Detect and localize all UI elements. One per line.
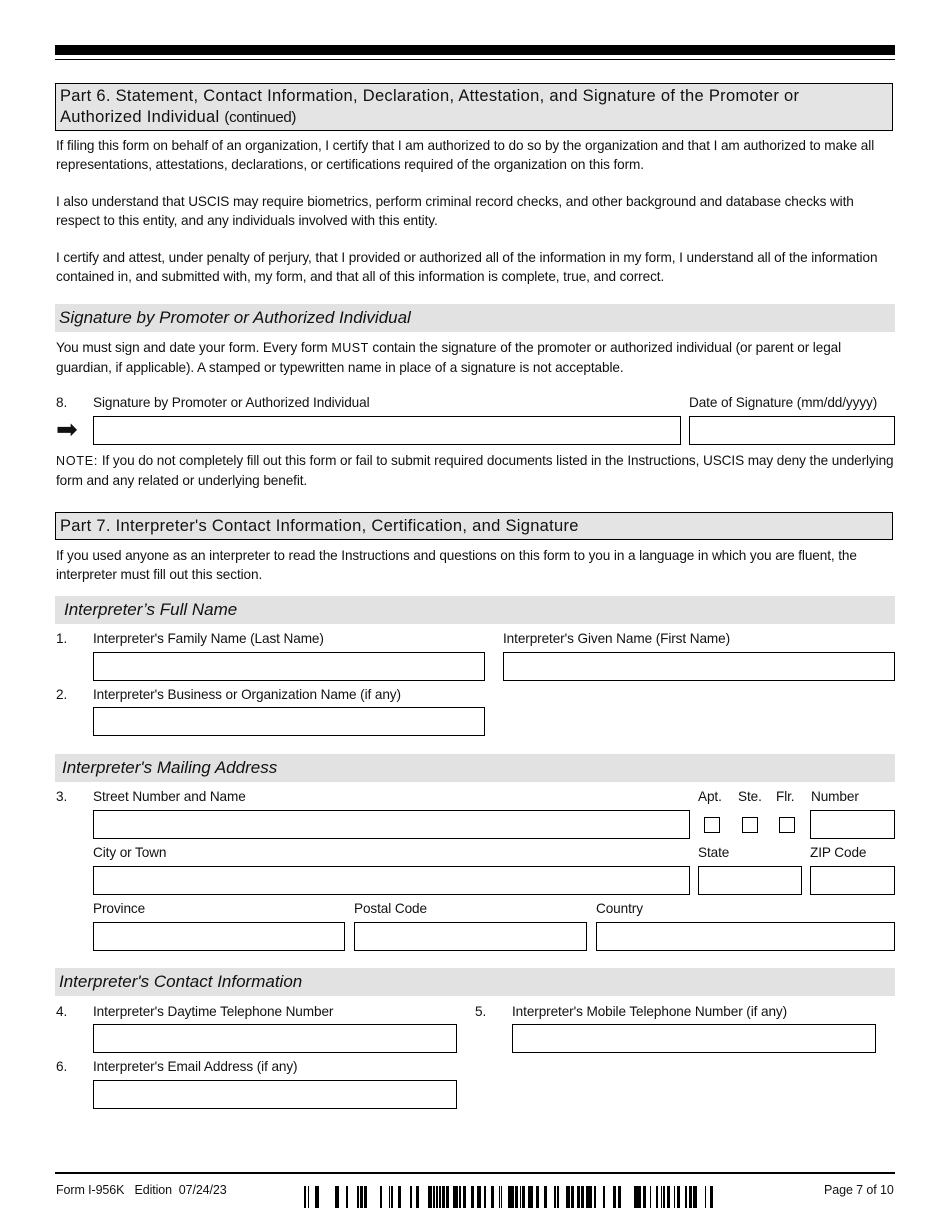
part6-title: Part 6. Statement, Contact Information, Declaration, Attestation, and Signature of the Promoter or <box>60 87 800 105</box>
date-of-signature-field[interactable] <box>689 416 895 445</box>
country-field[interactable] <box>596 922 895 951</box>
signature-instructions <box>56 338 896 377</box>
item4-number: 4. <box>56 1004 68 1019</box>
item5-number: 5. <box>475 1004 487 1019</box>
mailing-address-title: Interpreter's Mailing Address <box>55 754 895 782</box>
part7-intro: If you used anyone as an interpreter to read the Instructions and questions on this form to you in a language in which you are fluent, the interpreter must fill out this section. <box>56 548 857 582</box>
contact-info-title: Interpreter's Contact Information <box>55 968 895 996</box>
date-of-signature-label: Date of Signature (mm/dd/yyyy) <box>689 395 878 410</box>
province-field[interactable] <box>93 922 345 951</box>
street-field[interactable] <box>93 810 690 839</box>
daytime-phone-field[interactable] <box>93 1024 457 1053</box>
given-name-label: Interpreter's Given Name (First Name) <box>503 631 731 646</box>
full-name-title: Interpreter’s Full Name <box>55 596 895 624</box>
footer-rule <box>55 1172 895 1174</box>
part6-header <box>55 83 893 131</box>
given-name-field[interactable] <box>503 652 895 681</box>
item1-number: 1. <box>56 631 68 646</box>
item2-number: 2. <box>56 687 68 702</box>
note-label: NOTE: <box>56 454 99 468</box>
note <box>56 451 896 490</box>
zip-field[interactable] <box>810 866 895 895</box>
header-rule-thin <box>55 59 895 60</box>
postal-code-field[interactable] <box>354 922 587 951</box>
email-field[interactable] <box>93 1080 457 1109</box>
form-edition: Form I-956K Edition 07/24/23 <box>56 1183 227 1197</box>
barcode <box>304 1186 714 1208</box>
part6-para1: If filing this form on behalf of an organization, I certify that I am authorized to do so by the organization and that I am authorized to make all representations, attestations, declarations, or certifications required of the organization on this form. <box>56 138 875 172</box>
city-field[interactable] <box>93 866 690 895</box>
signature-section-title: Signature by Promoter or Authorized Individual <box>55 304 895 332</box>
flr-label: Flr. <box>776 789 795 804</box>
ste-checkbox[interactable] <box>742 817 758 833</box>
item6-number: 6. <box>56 1059 68 1074</box>
street-label: Street Number and Name <box>93 789 246 804</box>
unit-number-label: Number <box>811 789 859 804</box>
unit-number-field[interactable] <box>810 810 895 839</box>
part6-title-line2: Authorized Individual <box>60 108 220 126</box>
signature-instr-a: You must sign and date your form. Every form <box>56 340 332 355</box>
apt-label: Apt. <box>698 789 722 804</box>
ste-label: Ste. <box>738 789 762 804</box>
item3-number: 3. <box>56 789 68 804</box>
signature-field[interactable] <box>93 416 681 445</box>
mobile-phone-field[interactable] <box>512 1024 876 1053</box>
province-label: Province <box>93 901 146 916</box>
part7-title: Part 7. Interpreter's Contact Information, Certification, and Signature <box>55 512 893 540</box>
item8-number: 8. <box>56 395 68 410</box>
note-text: If you do not completely fill out this form or fail to submit required documents listed in the Instructions, USCIS may deny the underlying form and any related or underlying benefit. <box>56 453 894 488</box>
signature-instr-b: contain the signature of the promoter or authorized individual (or parent or legal guardian, if applicable). A stamped or typewritten name in place of a signature is not acceptable. <box>56 340 842 375</box>
flr-checkbox[interactable] <box>779 817 795 833</box>
apt-checkbox[interactable] <box>704 817 720 833</box>
part6-para2: I also understand that USCIS may require biometrics, perform criminal record checks, and other background and database checks with respect to this entity, and any individuals involved with this entity. <box>56 194 854 228</box>
business-name-field[interactable] <box>93 707 485 736</box>
postal-code-label: Postal Code <box>354 901 427 916</box>
family-name-label: Interpreter's Family Name (Last Name) <box>93 631 324 646</box>
email-label: Interpreter's Email Address (if any) <box>93 1059 298 1074</box>
arrow-right-icon: ➡ <box>56 414 78 444</box>
signature-instr-must: MUST <box>331 341 369 355</box>
daytime-phone-label: Interpreter's Daytime Telephone Number <box>93 1004 334 1019</box>
item8-label: Signature by Promoter or Authorized Individual <box>93 395 370 410</box>
family-name-field[interactable] <box>93 652 485 681</box>
zip-label: ZIP Code <box>810 845 867 860</box>
city-label: City or Town <box>93 845 167 860</box>
country-label: Country <box>596 901 643 916</box>
part6-continued: (continued) <box>224 109 297 126</box>
part6-para3: I certify and attest, under penalty of perjury, that I provided or authorized all of the information in my form, I understand all of the information contained in, and submitted with, my form, and that all of this information is complete, true, and correct. <box>56 250 878 284</box>
state-label: State <box>698 845 730 860</box>
business-name-label: Interpreter's Business or Organization Name (if any) <box>93 687 401 702</box>
mobile-phone-label: Interpreter's Mobile Telephone Number (if any) <box>512 1004 788 1019</box>
state-field[interactable] <box>698 866 802 895</box>
page-number: Page 7 of 10 <box>824 1183 894 1197</box>
header-rule-thick <box>55 45 895 55</box>
